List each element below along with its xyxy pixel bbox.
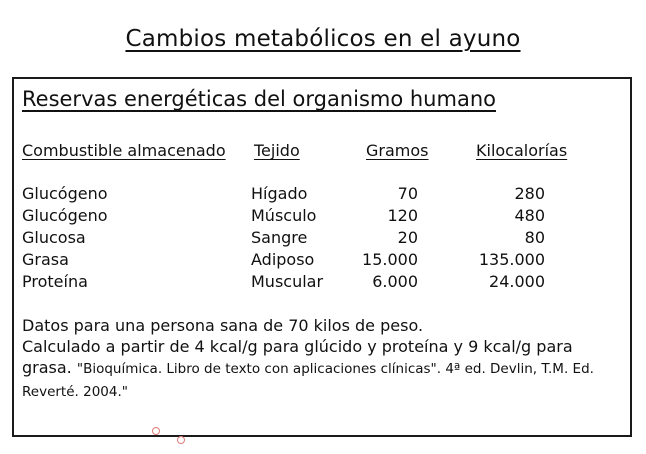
cell-grams: 6.000	[372, 272, 418, 291]
cell-kcal: 80	[524, 228, 545, 247]
cell-fuel: Grasa	[22, 250, 69, 269]
cell-kcal: 480	[514, 206, 545, 225]
cell-kcal: 24.000	[489, 272, 545, 291]
cell-fuel: Proteína	[22, 272, 88, 291]
cell-grams: 20	[397, 228, 418, 247]
table-row	[14, 250, 630, 272]
page-title: Cambios metabólicos en el ayuno	[125, 26, 521, 52]
note-calculation: Calculado a partir de 4 kcal/g para glúcido y proteína y 9 kcal/g para	[22, 337, 573, 356]
cell-grams: 120	[387, 206, 418, 225]
header-grams: Gramos	[366, 141, 429, 160]
cell-tissue: Muscular	[251, 272, 324, 291]
cell-kcal: 280	[514, 184, 545, 203]
cell-tissue: Hígado	[251, 184, 308, 203]
panel-title: Reservas energéticas del organismo humano	[22, 87, 496, 111]
header-tissue: Tejido	[254, 141, 300, 160]
footnotes	[22, 315, 628, 403]
note-calculation-tail: grasa.	[22, 358, 72, 377]
header-kcal: Kilocalorías	[476, 141, 568, 160]
table-body	[14, 184, 630, 294]
table-row	[14, 228, 630, 250]
note-subject: Datos para una persona sana de 70 kilos de peso.	[22, 316, 424, 335]
header-fuel: Combustible almacenado	[22, 141, 226, 160]
cell-kcal: 135.000	[478, 250, 545, 269]
energy-reserves-panel	[12, 77, 632, 437]
cursor-trail-dot	[152, 427, 160, 435]
cell-grams: 70	[397, 184, 418, 203]
table-header	[14, 141, 630, 163]
note-citation: "Bioquímica. Libro de texto con aplicaciones clínicas". 4ª ed. Devlin, T.M. Ed. Reverté. 2004."	[22, 361, 594, 400]
cell-grams: 15.000	[362, 250, 418, 269]
cell-tissue: Músculo	[251, 206, 317, 225]
cell-fuel: Glucógeno	[22, 184, 108, 203]
cell-tissue: Sangre	[251, 228, 308, 247]
cell-tissue: Adiposo	[251, 250, 315, 269]
table-row	[14, 272, 630, 294]
cell-fuel: Glucógeno	[22, 206, 108, 225]
cursor-trail-dot	[177, 436, 185, 444]
table-row	[14, 206, 630, 228]
table-row	[14, 184, 630, 206]
cell-fuel: Glucosa	[22, 228, 86, 247]
